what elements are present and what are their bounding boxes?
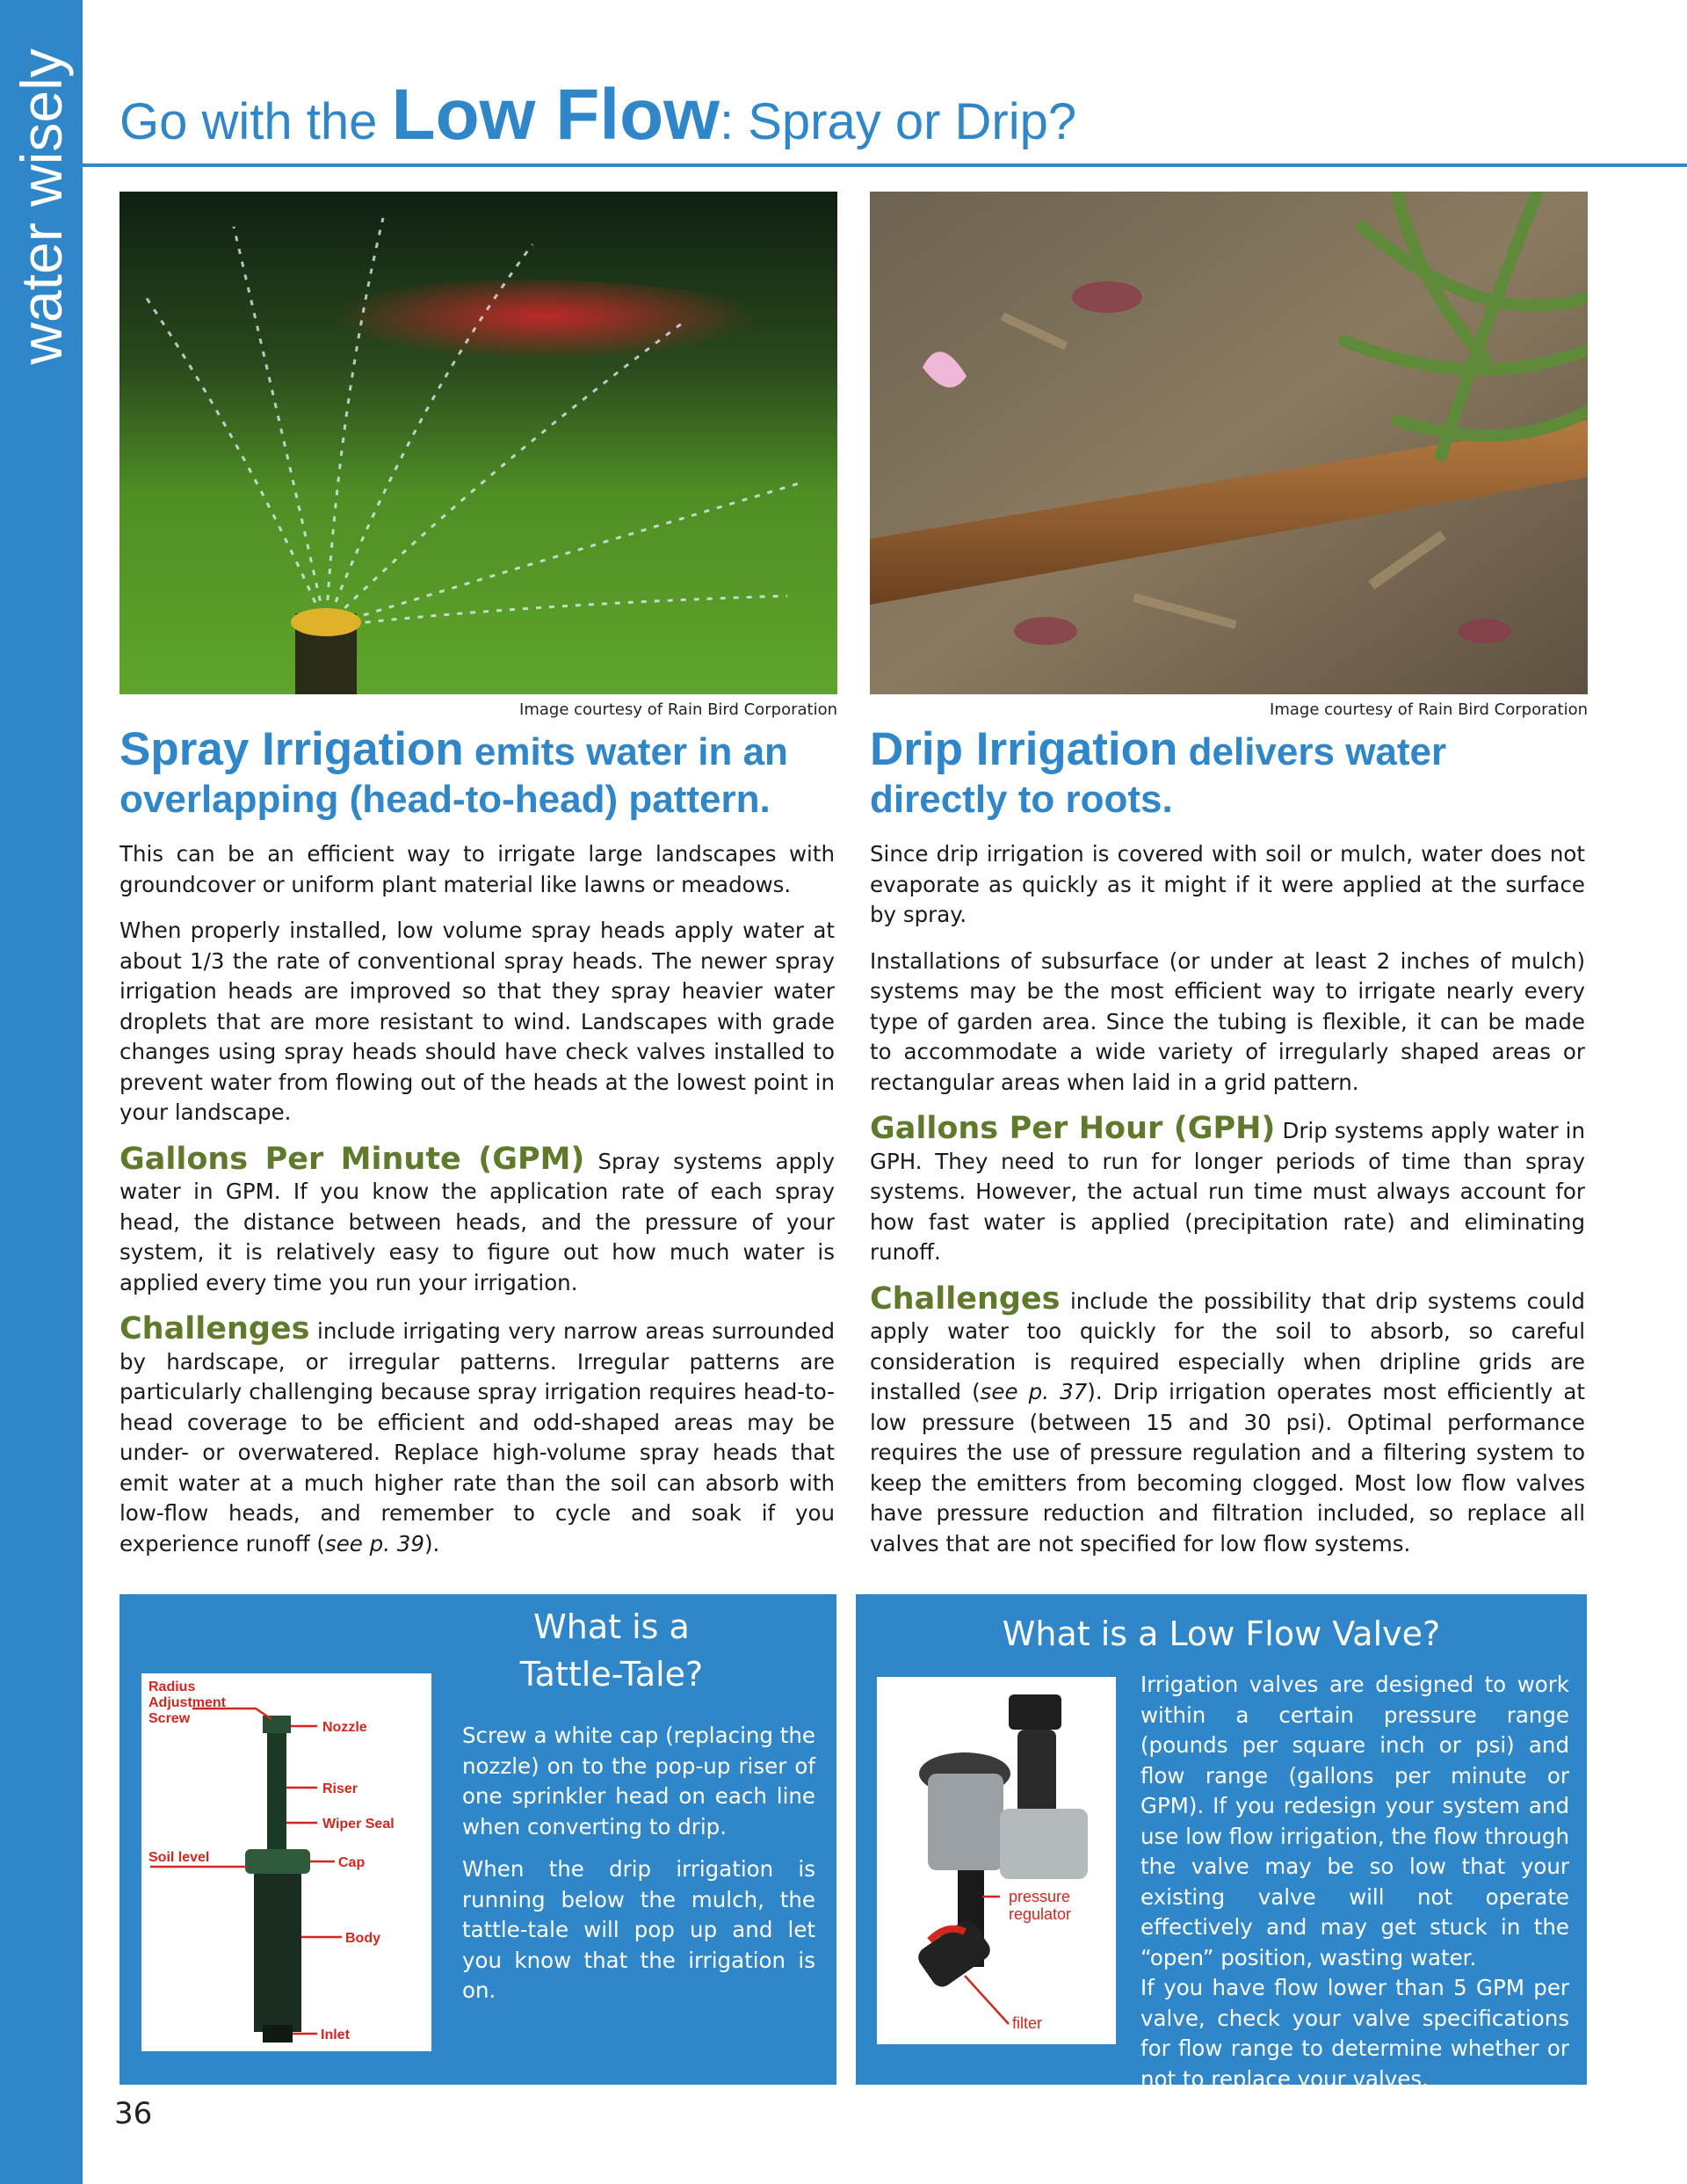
page-title: Go with the Low Flow: Spray or Drip? bbox=[119, 75, 1077, 155]
page-reference: see p. 39 bbox=[324, 1530, 424, 1556]
drip-photo bbox=[870, 192, 1588, 694]
page-number: 36 bbox=[114, 2096, 153, 2131]
drip-challenges-subheading: Challenges bbox=[870, 1281, 1061, 1317]
low-flow-valve-box bbox=[856, 1594, 1587, 2092]
spray-heading: Spray Irrigation emits water in an overlapping (head-to-head) pattern. bbox=[119, 723, 788, 821]
label-inlet: Inlet bbox=[321, 2028, 350, 2043]
spray-intro: This can be an efficient way to irrigate large landscapes with groundcover or uniform plant material like lawns or meadows. bbox=[119, 841, 835, 897]
spray-challenges-subheading: Challenges bbox=[119, 1311, 310, 1346]
label-regulator: regulator bbox=[1009, 1905, 1072, 1923]
drip-body: Installations of subsurface (or under at least 2 inches of mulch) systems may be the most efficient way to irrigate nearly every type of garden area. Since the tubing is flexible, it can be made to accommodate a wide variety of irregularly shaped areas or rectangular areas when laid in a grid pattern. bbox=[870, 947, 1585, 1095]
spray-section bbox=[119, 723, 835, 1575]
sidebar-label: water wisely bbox=[9, 48, 74, 365]
label-adjustment: Adjustment bbox=[148, 1695, 226, 1710]
label-screw: Screw bbox=[148, 1711, 191, 1726]
label-nozzle: Nozzle bbox=[322, 1720, 367, 1735]
sprinkler-diagram bbox=[141, 1673, 431, 2051]
drip-heading: Drip Irrigation delivers water directly to roots. bbox=[870, 723, 1447, 821]
label-soil-level: Soil level bbox=[148, 1850, 210, 1865]
drip-section bbox=[870, 723, 1585, 1575]
valve-photo bbox=[877, 1677, 1116, 2044]
spray-challenges: Challenges include irrigating very narrow areas surrounded by hardscape, or irregular patterns. Irregular patterns are particularly challenging because spray irrigation requires head-to-head coverage to be efficient and odd-shaped areas may be under- or overwatered. Replace high-volume spray heads that emit water at a much higher rate than the soil can absorb with low-flow heads, and remember to cycle and soak if you experience runoff (see p. 39). bbox=[119, 1311, 835, 1556]
tattle-tale-text: Screw a white cap (replacing the nozzle) on to the pop-up riser of one sprinkler head on each line when converting to drip. When the drip irrigation is running below the mulch, the tattle-tale will pop up and let you know that the irrigation is on. bbox=[462, 1723, 815, 2003]
spray-gpm: Gallons Per Minute (GPM) Spray systems apply water in GPM. If you know the application rate of each spray head, the distance between heads, and the pressure of your system, it is relatively easy to figure out how much water is applied every time you run your irrigation. bbox=[119, 1141, 835, 1295]
label-wiper-seal: Wiper Seal bbox=[322, 1817, 395, 1832]
label-filter: filter bbox=[1012, 2014, 1043, 2032]
drip-intro: Since drip irrigation is covered with soil or mulch, water does not evaporate as quickly as it might if it were applied at the surface by spray. bbox=[870, 841, 1585, 927]
tattle-tale-box bbox=[119, 1594, 836, 2085]
drip-challenges: Challenges include the possibility that drip systems could apply water too quickly for the soil to absorb, so careful consideration is required especially when dripline grids are installed (see p. 37). Drip irrigation operates most efficiently at low pressure (between 15 and 30 psi). Optimal performance requires the use of pressure regulation and a filtering system to keep the emitters from becoming clogged. Most low flow valves have pressure reduction and filtration included, so replace all valves that are not specified for low flow systems. bbox=[870, 1281, 1585, 1556]
drip-photo-credit: Image courtesy of Rain Bird Corporation bbox=[1270, 700, 1588, 719]
tattle-tale-title: What is a Tattle-Tale? bbox=[519, 1607, 704, 1694]
label-pressure: pressure bbox=[1009, 1888, 1071, 1905]
low-flow-valve-title: What is a Low Flow Valve? bbox=[1002, 1614, 1441, 1653]
label-body: Body bbox=[345, 1931, 380, 1946]
label-riser: Riser bbox=[322, 1781, 358, 1796]
label-radius: Radius bbox=[148, 1680, 196, 1694]
sidebar bbox=[0, 0, 83, 2184]
title-rule bbox=[83, 163, 1687, 167]
spray-body: When properly installed, low volume spray heads apply water at about 1/3 the rate of conventional spray heads. The newer spray irrigation heads are improved so that they spray heavier water droplets that are more resistant to wind. Landscapes with grade changes using spray heads should have check valves installed to prevent water from flowing out of the heads at the lowest point in your landscape. bbox=[119, 918, 835, 1125]
low-flow-valve-text: Irrigation valves are designed to work within a certain pressure range (pounds per square inch or psi) and flow range (gallons per minute or GPM). If you redesign your system and use low flow irrigation, the flow through the valve may be so low that your existing valve will not operate effectively and may get stuck in the “open” position, wasting water. If you have flow lower than 5 GPM per valve, check your valve specifications for flow range to determine whether or not to replace your valves. bbox=[1140, 1672, 1569, 2092]
gpm-subheading: Gallons Per Minute (GPM) bbox=[119, 1141, 585, 1177]
label-cap: Cap bbox=[338, 1855, 366, 1870]
drip-gph: Gallons Per Hour (GPH) Drip systems apply water in GPH. They need to run for longer periods of time than spray systems. However, the actual run time must always account for how fast water is applied (precipitation rate) and eliminating runoff. bbox=[870, 1111, 1585, 1265]
spray-photo-credit: Image courtesy of Rain Bird Corporation bbox=[519, 700, 837, 719]
title-emphasis: Low Flow bbox=[391, 75, 720, 155]
page-reference: see p. 37 bbox=[980, 1379, 1088, 1404]
gph-subheading: Gallons Per Hour (GPH) bbox=[870, 1111, 1276, 1146]
spray-photo bbox=[119, 192, 837, 694]
